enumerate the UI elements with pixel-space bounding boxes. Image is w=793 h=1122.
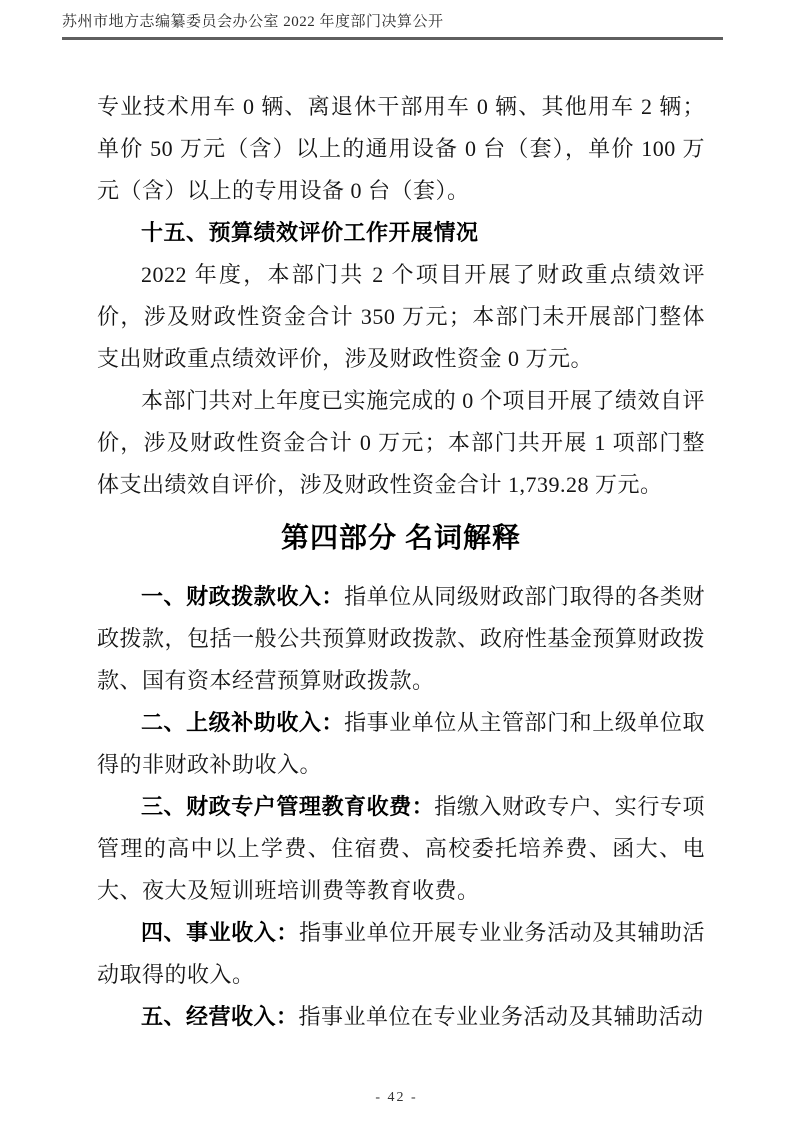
term-3-label: 三、财政专户管理教育收费：: [141, 794, 435, 819]
paragraph-performance-evaluation-1: 2022 年度，本部门共 2 个项目开展了财政重点绩效评价，涉及财政性资金合计 350 万元；本部门未开展部门整体支出财政重点绩效评价，涉及财政性资金 0 万元。: [97, 262, 705, 371]
term-paragraph-3: [97, 786, 705, 912]
page-number: - 42 -: [375, 1090, 418, 1105]
term-5-label: 五、经营收入：: [141, 1004, 299, 1029]
header-title: 苏州市地方志编纂委员会办公室 2022 年度部门决算公开: [62, 14, 444, 30]
page-header: [62, 12, 723, 40]
term-1-label: 一、财政拨款收入：: [141, 584, 345, 609]
term-4-label: 四、事业收入：: [141, 920, 299, 945]
term-paragraph-5: [97, 996, 705, 1038]
paragraph-vehicles-equipment: 专业技术用车 0 辆、离退休干部用车 0 辆、其他用车 2 辆；单价 50 万元（含）以上的通用设备 0 台（套），单价 100 万元（含）以上的专用设备 0 台（套）。: [97, 94, 705, 203]
part-4-title: 第四部分 名词解释: [280, 523, 521, 554]
document-body: [97, 86, 705, 1038]
term-paragraph-1: [97, 576, 705, 702]
term-paragraph-2: [97, 702, 705, 786]
term-2-label: 二、上级补助收入：: [141, 710, 345, 735]
section-15-heading: 十五、预算绩效评价工作开展情况: [141, 220, 479, 245]
term-5-definition: 指事业单位在专业业务活动及其辅助活动: [298, 1004, 704, 1029]
term-paragraph-4: [97, 912, 705, 996]
term-1-definition: 指单位从同级财政部门取得的各类财政拨款，包括一般公共预算财政拨款、政府性基金预算财政拨款、国有资本经营预算财政拨款。: [97, 584, 705, 693]
term-3-definition: 指缴入财政专户、实行专项管理的高中以上学费、住宿费、高校委托培养费、函大、电大、夜大及短训班培训费等教育收费。: [97, 794, 705, 903]
page-footer: [0, 1088, 793, 1106]
paragraph-performance-evaluation-2: 本部门共对上年度已实施完成的 0 个项目开展了绩效自评价，涉及财政性资金合计 0 万元；本部门共开展 1 项部门整体支出绩效自评价，涉及财政性资金合计 1,739.28 万元。: [97, 388, 705, 497]
term-4-definition: 指事业单位开展专业业务活动及其辅助活动取得的收入。: [97, 920, 705, 987]
term-2-definition: 指事业单位从主管部门和上级单位取得的非财政补助收入。: [97, 710, 705, 777]
